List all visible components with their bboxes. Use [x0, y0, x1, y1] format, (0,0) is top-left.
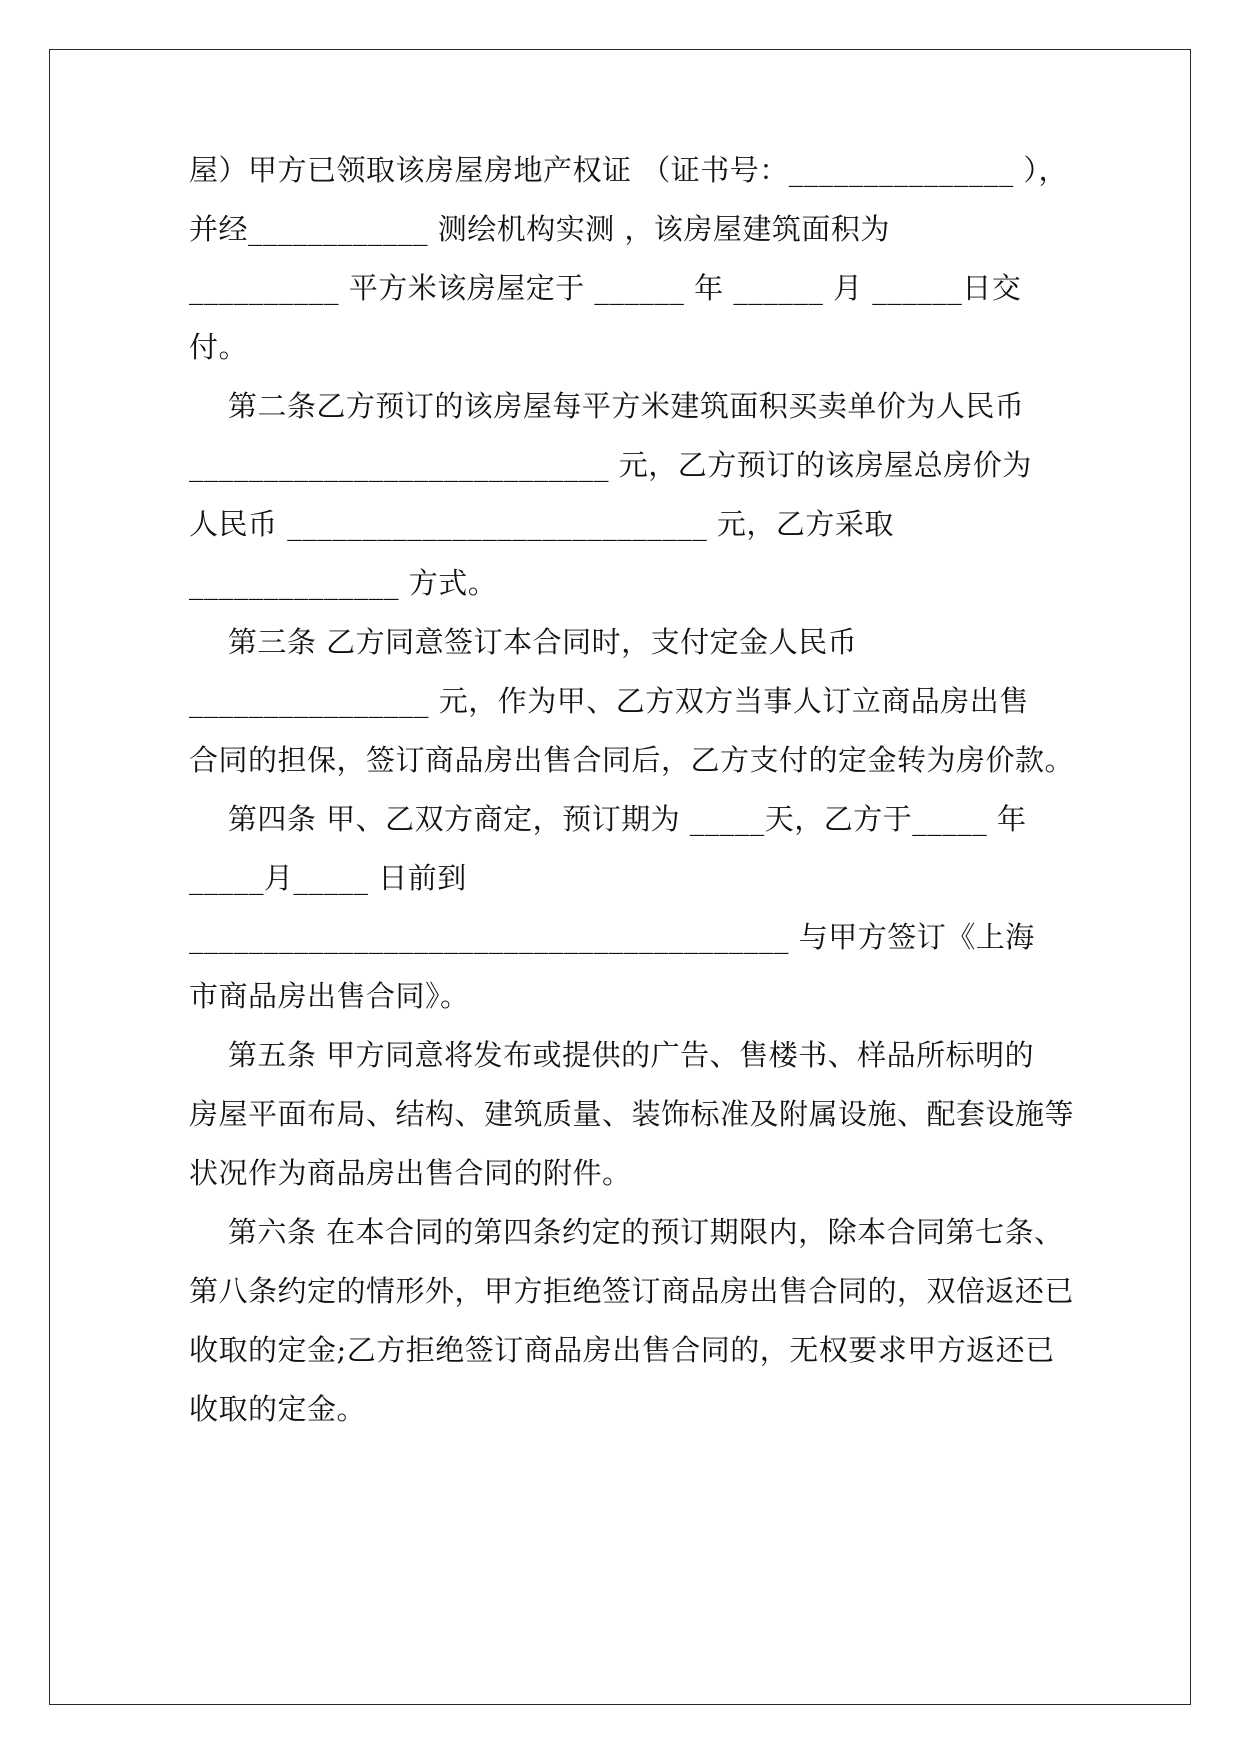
- text-line: 屋）甲方已领取该房屋房地产权证 （证书号：_______________ ），: [189, 153, 1068, 187]
- text-line: 市商品房出售合同》。: [189, 979, 470, 1013]
- text-line: 第三条 乙方同意签订本合同时，支付定金人民币: [189, 625, 858, 659]
- text-line: 人民币 ____________________________ 元，乙方采取: [189, 507, 894, 541]
- text-line: 并经____________ 测绘机构实测 ，该房屋建筑面积为: [189, 212, 890, 246]
- text-line: 收取的定金;乙方拒绝签订商品房出售合同的，无权要求甲方返还已: [189, 1333, 1055, 1367]
- text-line: 第五条 甲方同意将发布或提供的广告、售楼书、样品所标明的: [189, 1038, 1035, 1072]
- text-line: 第四条 甲、乙双方商定，预订期为 _____天，乙方于_____ 年: [189, 802, 1027, 836]
- text-line: 付。: [189, 330, 249, 364]
- text-line: 状况作为商品房出售合同的附件。: [189, 1156, 632, 1190]
- text-line: ______________ 方式。: [189, 566, 498, 600]
- text-line: 第六条 在本合同的第四条约定的预订期限内，除本合同第七条、: [189, 1215, 1064, 1249]
- text-line: ____________________________ 元，乙方预订的该房屋总房价为: [189, 448, 1032, 482]
- text-line: 第二条乙方预订的该房屋每平方米建筑面积买卖单价为人民币: [189, 389, 1025, 423]
- text-line: ________________ 元，作为甲、乙方双方当事人订立商品房出售: [189, 684, 1029, 718]
- text-line: 收取的定金。: [189, 1392, 367, 1426]
- text-line: __________ 平方米该房屋定于 ______ 年 ______ 月 ______日交: [189, 271, 1022, 305]
- text-line: _____月_____ 日前到: [189, 861, 467, 895]
- text-line: 房屋平面布局、结构、建筑质量、装饰标准及附属设施、配套设施等: [189, 1097, 1075, 1131]
- text-line: ________________________________________ 与甲方签订《上海: [189, 920, 1035, 954]
- text-line: 第八条约定的情形外，甲方拒绝签订商品房出售合同的，双倍返还已: [189, 1274, 1075, 1308]
- text-line: 合同的担保，签订商品房出售合同后，乙方支付的定金转为房价款。: [189, 743, 1075, 777]
